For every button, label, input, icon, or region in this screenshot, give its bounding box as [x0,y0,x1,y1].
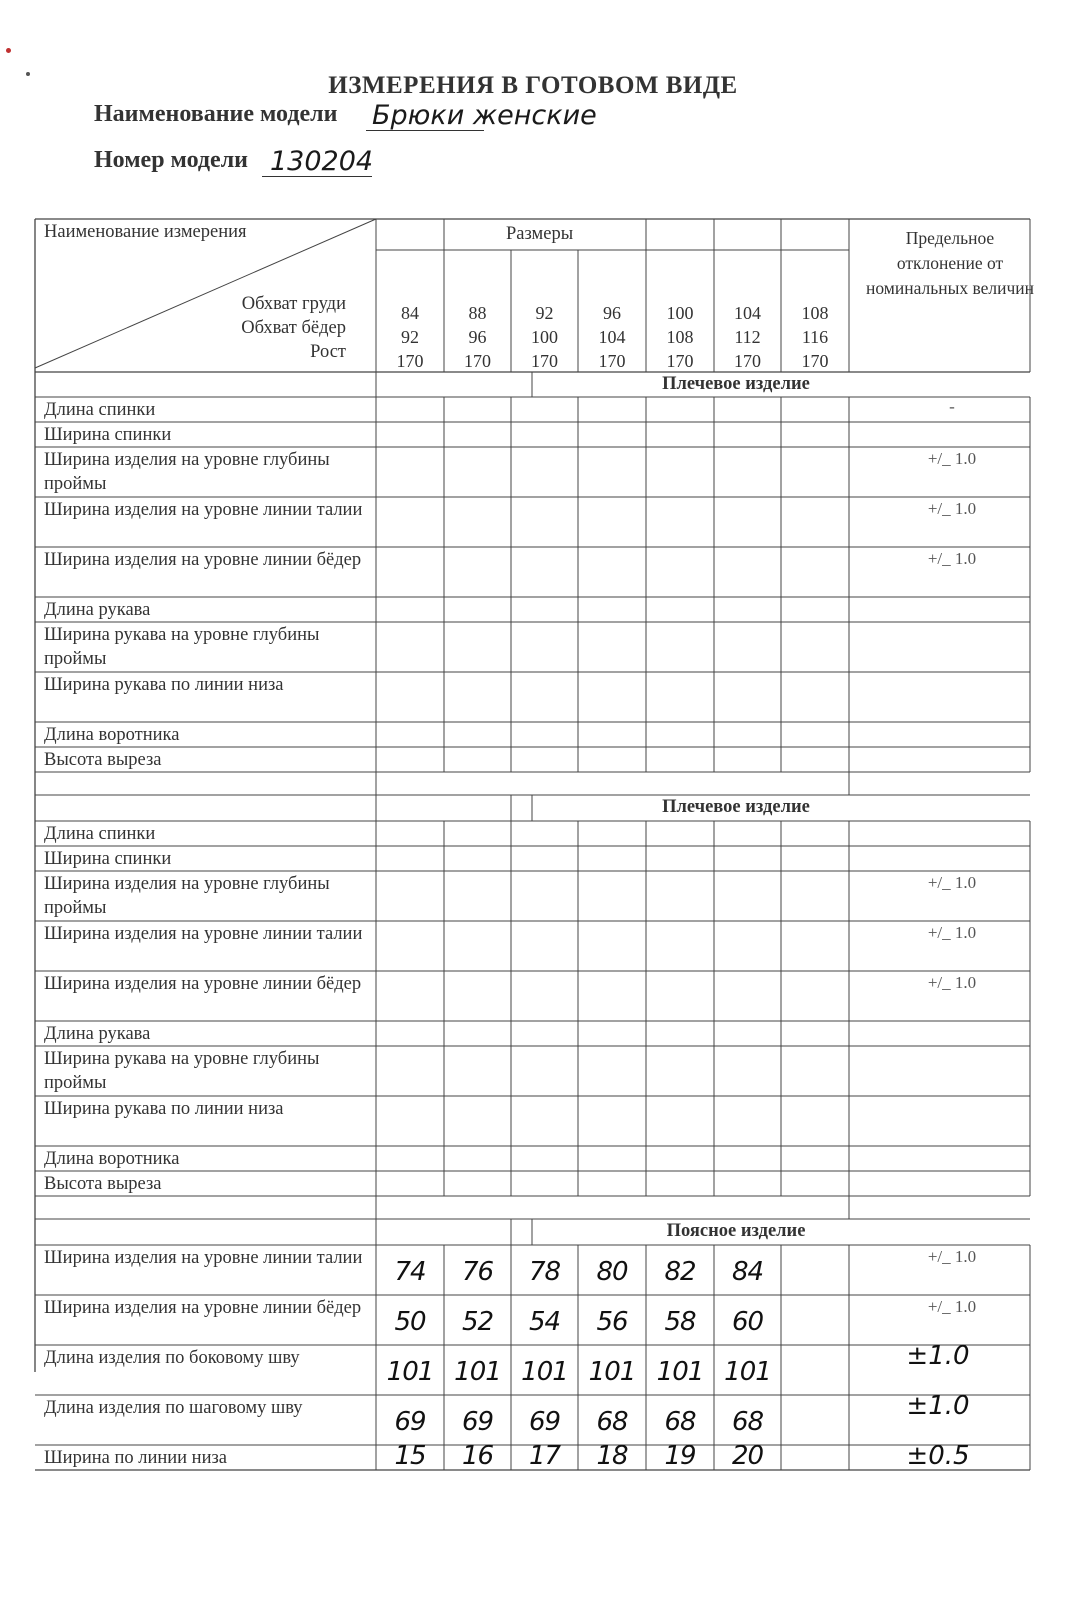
row-label: Ширина изделия на уровне линии бёдер [44,974,362,994]
row-label: Длина рукава [44,1024,151,1044]
model-name-label: Наименование модели [94,101,338,127]
row-label: Ширина по линии низа [44,1448,228,1468]
handwritten-value: 80 [596,1257,628,1287]
size-hips: 104 [598,327,626,347]
handwritten-value: 54 [528,1307,561,1337]
handwritten-value: 68 [664,1407,696,1437]
row-label: Высота выреза [44,750,162,770]
row-label: Ширина изделия на уровне глубины проймы [44,450,330,494]
size-chest: 88 [468,303,487,323]
row-label: Ширина спинки [44,849,172,869]
row-label: Ширина рукава по линии низа [44,675,284,695]
size-hips: 92 [401,327,419,347]
size-chest: 96 [603,303,621,323]
row-label: Ширина изделия на уровне линии талии [44,924,363,944]
size-chest: 100 [666,303,694,323]
model-number-label: Номер модели [94,147,248,173]
size-hips: 96 [468,327,487,347]
handwritten-value: 52 [461,1307,494,1337]
size-hips: 100 [531,327,558,347]
size-height: 170 [531,351,558,371]
tolerance-value: +/_ 1.0 [927,549,977,568]
handwritten-value: 68 [731,1407,764,1437]
page-title: ИЗМЕРЕНИЯ В ГОТОВОМ ВИДЕ [328,72,738,99]
handwritten-tolerance: ±1.0 [906,1341,970,1371]
handwritten-value: 17 [528,1441,561,1471]
tolerance-value: - [949,397,955,416]
size-height: 170 [464,351,491,371]
size-height: 170 [734,351,761,371]
handwritten-tolerance: ±1.0 [906,1391,970,1421]
size-hips: 112 [734,327,761,347]
handwritten-value: 58 [664,1307,696,1337]
size-height: 170 [801,351,829,371]
tolerance-value: +/_ 1.0 [927,499,977,518]
handwritten-value: 78 [528,1257,561,1287]
handwritten-value: 18 [596,1441,628,1471]
handwritten-value: 20 [731,1441,764,1471]
corner-param: Обхват бёдер [241,318,346,338]
tolerance-value: +/_ 1.0 [927,923,977,942]
tolerance-value: +/_ 1.0 [927,1297,977,1316]
row-label: Длина спинки [44,400,156,420]
row-label: Высота выреза [44,1174,162,1194]
handwritten-value: 76 [461,1257,494,1287]
sizes-label: Размеры [506,224,574,244]
handwritten-value: 74 [394,1257,426,1287]
model-name-value: Брюки женские [372,100,597,131]
size-height: 170 [396,351,424,371]
row-label: Ширина изделия на уровне линии бёдер [44,550,362,570]
model-number-value: 130204 [270,146,374,177]
size-hips: 116 [801,327,829,347]
corner-param: Обхват груди [241,294,346,314]
handwritten-value: 69 [394,1407,426,1437]
row-label: Ширина спинки [44,425,172,445]
row-label: Длина рукава [44,600,151,620]
row-label: Ширина изделия на уровне линии талии [44,1248,363,1268]
handwritten-value: 101 [656,1357,704,1387]
tolerance-header: Предельное отклонение от номинальных величин [865,228,1035,298]
row-label: Ширина рукава на уровне глубины проймы [44,1049,320,1093]
handwritten-value: 19 [664,1441,696,1471]
row-label: Ширина изделия на уровне линии талии [44,500,363,520]
tolerance-value: +/_ 1.0 [927,449,977,468]
handwritten-value: 84 [731,1257,764,1287]
handwritten-value: 68 [596,1407,628,1437]
handwritten-value: 50 [394,1307,426,1337]
size-hips: 108 [666,327,694,347]
size-chest: 108 [801,303,829,323]
handwritten-value: 101 [724,1357,771,1387]
handwritten-value: 101 [454,1357,501,1387]
size-height: 170 [598,351,626,371]
handwritten-value: 16 [461,1441,494,1471]
handwritten-tolerance: ±0.5 [906,1441,970,1471]
handwritten-value: 101 [588,1357,636,1387]
section-title: Плечевое изделие [662,374,810,394]
size-chest: 104 [734,303,761,323]
size-chest: 92 [535,303,554,323]
section-title: Плечевое изделие [662,797,810,817]
handwritten-value: 56 [596,1307,628,1337]
row-label: Длина воротника [44,725,180,745]
row-label: Длина спинки [44,824,156,844]
row-label: Длина воротника [44,1149,180,1169]
handwritten-value: 60 [731,1307,764,1337]
corner-param: Рост [310,342,346,362]
corner-title: Наименование измерения [44,222,247,242]
row-label: Ширина изделия на уровне глубины проймы [44,874,330,918]
row-label: Длина изделия по боковому шву [44,1348,300,1368]
handwritten-value: 101 [521,1357,568,1387]
size-height: 170 [666,351,694,371]
row-label: Ширина изделия на уровне линии бёдер [44,1298,362,1318]
handwritten-value: 82 [664,1257,696,1287]
handwritten-value: 101 [386,1357,434,1387]
tolerance-value: +/_ 1.0 [927,1247,977,1266]
handwritten-value: 69 [528,1407,561,1437]
tolerance-value: +/_ 1.0 [927,873,977,892]
row-label: Длина изделия по шаговому шву [44,1398,303,1418]
row-label: Ширина рукава на уровне глубины проймы [44,625,320,669]
section-title: Поясное изделие [666,1221,806,1241]
handwritten-value: 15 [394,1441,426,1471]
tolerance-value: +/_ 1.0 [927,973,977,992]
handwritten-value: 69 [461,1407,494,1437]
row-label: Ширина рукава по линии низа [44,1099,284,1119]
size-chest: 84 [401,303,419,323]
